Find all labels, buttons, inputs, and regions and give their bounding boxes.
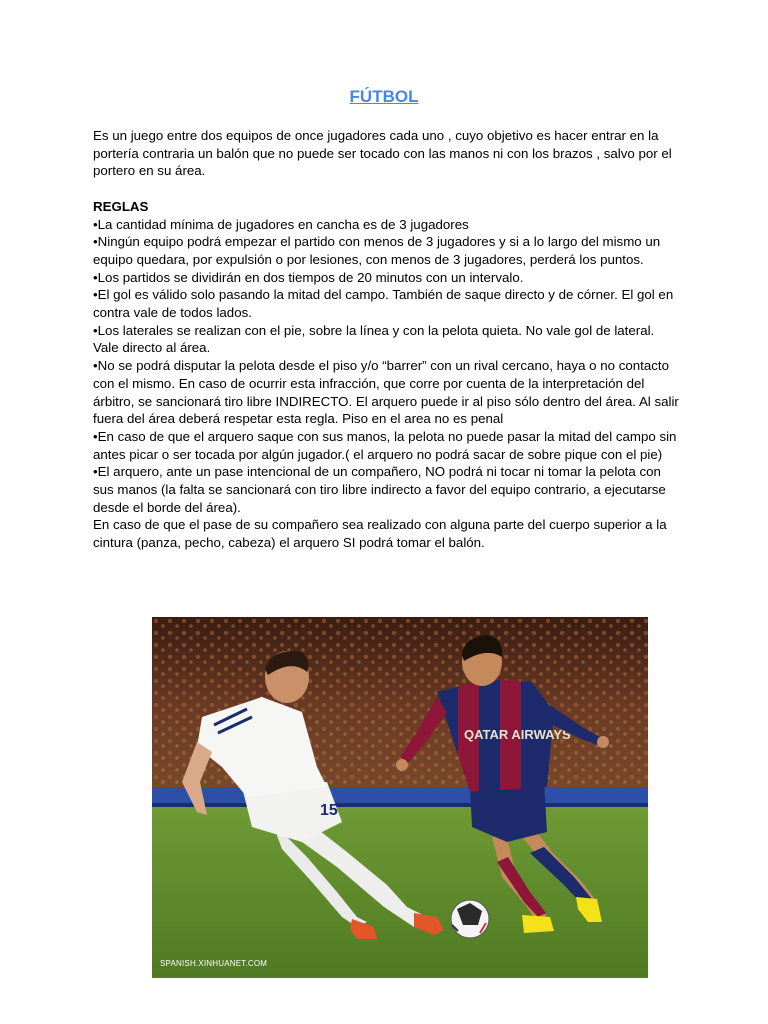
rule-4: •El gol es válido solo pasando la mitad del campo. También de saque directo y de córner. El gol en contra vale de todos lados. <box>93 287 674 321</box>
rule-5: •Los laterales se realizan con el pie, sobre la línea y con la pelota quieta. No vale gol de lateral. Vale directo al área. <box>93 322 655 356</box>
rule-9: En caso de que el pase de su compañero sea realizado con alguna parte del cuerpo superior a la cintura (panza, pecho, cabeza) el arquero SI podrá tomar el balón. <box>93 517 667 551</box>
rule-3: •Los partidos se dividirán en dos tiempos de 20 minutos con un intervalo. <box>93 269 524 285</box>
rule-8: •El arquero, ante un pase intencional de un compañero, NO podrá ni tocar ni tomar la pelota con sus manos (la falta se sancionará con tiro libre indirecto a favor del equipo contrario, a ejecutarse desde el borde del área). <box>93 464 666 515</box>
football-ball <box>451 900 489 938</box>
intro-paragraph: Es un juego entre dos equipos de once jugadores cada uno , cuyo objetivo es hacer entrar en la portería contraria un balón que no puede ser tocado con las manos ni con los brazos , salvo por el portero en su área. <box>93 128 672 179</box>
rule-2: •Ningún equipo podrá empezar el partido con menos de 3 jugadores y si a lo largo del mismo un equipo quedara, por expulsión o por lesiones, con menos de 3 jugadores, perderá los puntos. <box>93 234 661 267</box>
document-body <box>93 127 683 552</box>
jersey-sponsor: QATAR AIRWAYS <box>464 727 571 742</box>
rule-6: •No se podrá disputar la pelota desde el piso y/o “barrer” con un rival cercano, haya o no contacto con el mismo. En caso de ocurrir esta infracción, que corre por cuenta de la interpretación del árbitro, se sancionará tiro libre INDIRECTO. El arquero puede ir al piso sólo dentro del área. Al salir fuera del área deberá respetar esta regla. Piso en el area no es penal <box>93 358 679 427</box>
rules-heading: REGLAS <box>93 198 149 214</box>
rule-7: •En caso de que el arquero saque con sus manos, la pelota no puede pasar la mitad del campo sin antes picar o ser tocada por algún jugador.( el arquero no podrá sacar de sobre pique con el pie) <box>93 428 677 462</box>
rule-1: •La cantidad mínima de jugadores en cancha es de 3 jugadores <box>93 216 469 232</box>
page-title: FÚTBOL <box>349 87 419 106</box>
football-photo <box>152 617 648 978</box>
shirt-number: 15 <box>320 802 338 819</box>
photo-watermark: SPANISH.XINHUANET.COM <box>160 959 268 968</box>
